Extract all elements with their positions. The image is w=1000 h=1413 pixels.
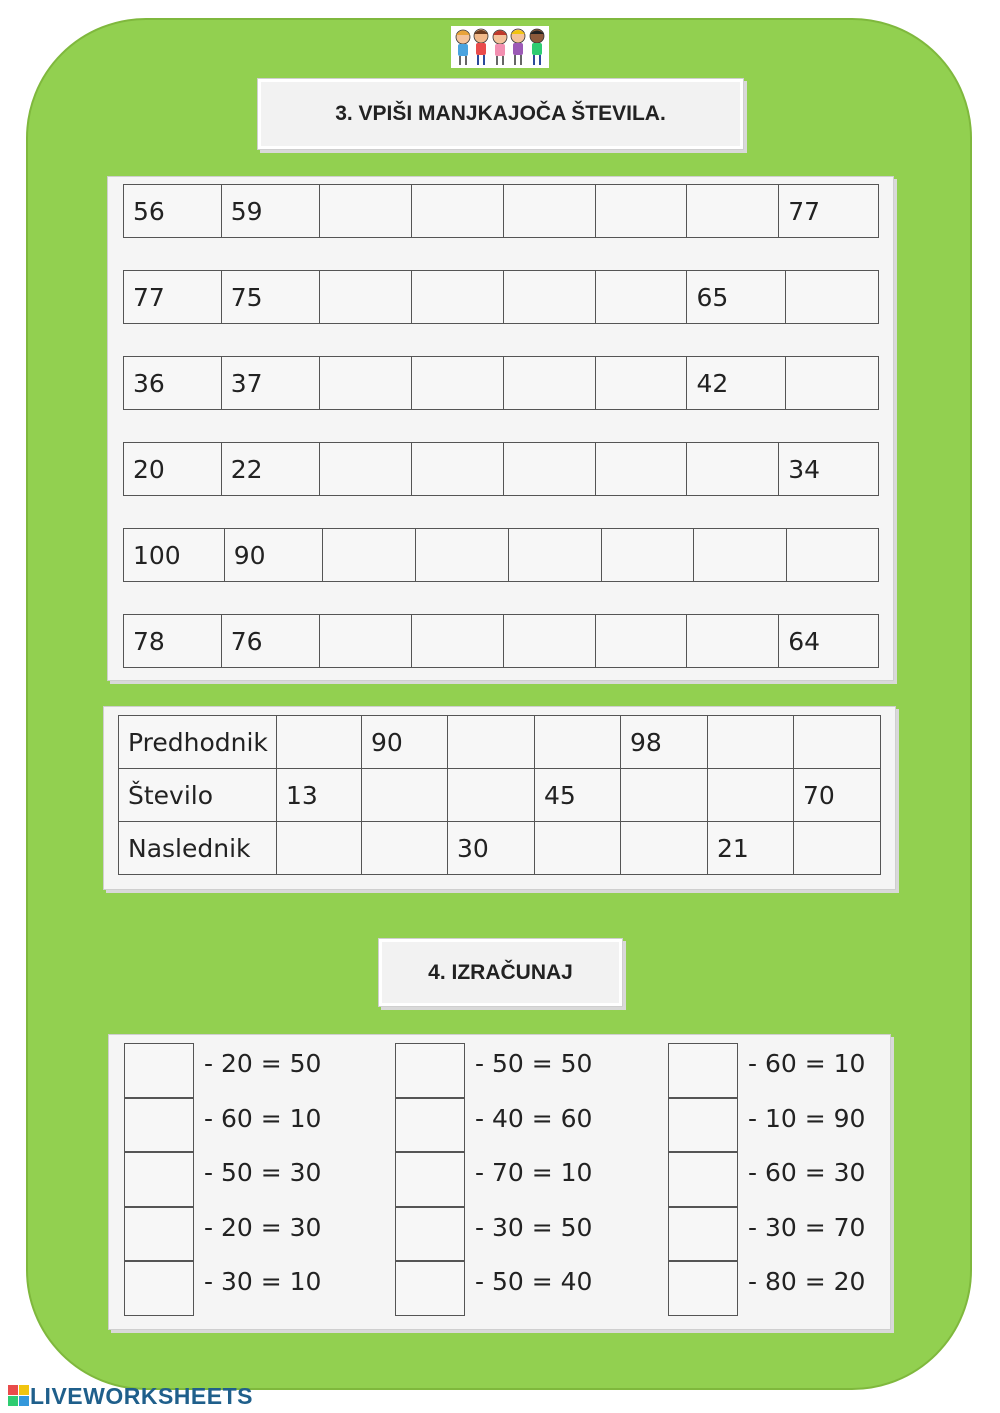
answer-cell[interactable] [277,716,362,769]
equation-text: - 40 = 60 [475,1103,593,1133]
equation-text: - 20 = 30 [204,1212,322,1242]
answer-cell[interactable] [412,443,504,495]
answer-cell[interactable] [504,271,596,323]
answer-cell[interactable] [412,615,504,667]
neighbors-table [118,715,881,875]
equation-text: - 80 = 20 [748,1267,866,1297]
answer-cell[interactable] [412,357,504,409]
sequences-panel [107,176,894,681]
given-number-cell: 100 [124,529,225,581]
answer-cell[interactable] [412,271,504,323]
given-number-cell: 30 [448,822,535,875]
answer-cell[interactable] [320,271,412,323]
given-number-cell: 70 [794,769,881,822]
neighbors-row [119,716,881,769]
answer-box[interactable] [395,1152,465,1207]
given-number-cell: 37 [222,357,321,409]
answer-cell[interactable] [596,357,688,409]
answer-box[interactable] [395,1043,465,1098]
given-number-cell: 64 [788,626,821,656]
given-number-cell: 90 [225,529,324,581]
equation-text: - 60 = 10 [204,1103,322,1133]
answer-cell[interactable] [621,822,708,875]
given-number-cell: 77 [788,196,821,226]
section3-title: 3. VPIŠI MANJKAJOČA ŠTEVILA. [335,102,666,125]
logo-icon [8,1385,30,1407]
answer-box[interactable] [668,1152,738,1207]
sequence-row [123,184,879,238]
sequence-row [123,614,879,668]
answer-cell[interactable] [362,769,448,822]
section3-title-banner [257,78,744,150]
given-number-cell: 90 [362,716,448,769]
answer-box[interactable] [124,1152,194,1207]
answer-cell[interactable] [687,443,779,495]
answer-cell[interactable] [277,822,362,875]
answer-cell[interactable] [694,529,787,581]
answer-cell[interactable] [535,716,621,769]
sequence-row [123,442,879,496]
answer-cell[interactable] [362,822,448,875]
answer-cell[interactable] [602,529,695,581]
given-number-cell: 34 [788,454,821,484]
equation-text: - 20 = 50 [204,1049,322,1078]
answer-cell[interactable] [504,443,596,495]
equation-text: - 50 = 50 [475,1049,593,1078]
given-number-cell: 59 [222,185,321,237]
given-number-cell: 22 [222,443,321,495]
answer-cell[interactable] [509,529,602,581]
answer-box[interactable] [668,1043,738,1098]
given-number-cell: 36 [124,357,222,409]
answer-cell[interactable] [320,357,412,409]
answer-cell[interactable] [504,615,596,667]
answer-cell[interactable] [794,822,881,875]
answer-box[interactable] [124,1207,194,1262]
given-number-cell: 56 [124,185,222,237]
answer-cell[interactable] [416,529,509,581]
liveworksheets-logo [8,1383,253,1409]
equation-text: - 30 = 10 [204,1267,322,1297]
equation-text: - 30 = 50 [475,1212,593,1242]
answer-cell[interactable] [320,615,412,667]
answer-cell[interactable] [687,615,779,667]
given-number-cell: 65 [687,271,786,323]
row-label: Predhodnik [119,716,277,769]
sequence-row [123,270,879,324]
answer-cell[interactable] [535,822,621,875]
answer-cell[interactable] [786,357,878,409]
section4-title-banner [378,938,623,1007]
answer-cell[interactable] [504,357,596,409]
given-number-cell: 75 [222,271,321,323]
given-number-cell: 20 [124,443,222,495]
section4-title: 4. IZRAČUNAJ [428,960,573,984]
answer-cell[interactable] [794,716,881,769]
answer-cell[interactable] [708,769,794,822]
answer-cell[interactable] [787,529,878,581]
answer-box[interactable] [395,1098,465,1153]
equation-text: - 50 = 30 [204,1158,322,1188]
given-number-cell: 78 [124,615,222,667]
answer-box[interactable] [124,1098,194,1153]
given-number-cell: 98 [621,716,708,769]
answer-box[interactable] [668,1261,738,1316]
equation-text: - 50 = 40 [475,1267,593,1297]
sequence-row [123,528,879,582]
calculations-panel [108,1034,891,1330]
answer-cell[interactable] [412,185,504,237]
answer-box[interactable] [668,1098,738,1153]
logo-text: LIVEWORKSHEETS [30,1382,253,1409]
answer-box[interactable] [124,1043,194,1098]
equation-text: - 60 = 10 [748,1049,866,1078]
answer-cell[interactable] [596,185,688,237]
neighbors-panel [103,706,896,890]
given-number-cell: 13 [277,769,362,822]
given-number-cell: 21 [708,822,794,875]
answer-box[interactable] [395,1207,465,1262]
equation-text: - 60 = 30 [748,1158,866,1188]
answer-cell[interactable] [448,716,535,769]
equation-text: - 10 = 90 [748,1103,866,1133]
answer-cell[interactable] [596,615,688,667]
answer-box[interactable] [395,1261,465,1316]
answer-cell[interactable] [320,185,412,237]
answer-cell[interactable] [320,443,412,495]
children-clipart [451,26,549,68]
answer-cell[interactable] [596,443,688,495]
answer-cell[interactable] [596,271,688,323]
equation-text: - 70 = 10 [475,1158,593,1188]
answer-box[interactable] [668,1207,738,1262]
equation-text: - 30 = 70 [748,1212,866,1242]
row-label: Naslednik [119,822,277,875]
given-number-cell: 45 [535,769,621,822]
neighbors-row [119,822,881,875]
neighbors-row [119,769,881,822]
answer-cell[interactable] [621,769,708,822]
answer-cell[interactable] [504,185,596,237]
row-label: Število [119,769,277,822]
given-number-cell: 42 [687,357,786,409]
answer-cell[interactable] [323,529,416,581]
sequence-row [123,356,879,410]
answer-box[interactable] [124,1261,194,1316]
answer-cell[interactable] [786,271,878,323]
given-number-cell: 77 [124,271,222,323]
given-number-cell: 76 [222,615,321,667]
answer-cell[interactable] [448,769,535,822]
answer-cell[interactable] [687,185,779,237]
answer-cell[interactable] [708,716,794,769]
